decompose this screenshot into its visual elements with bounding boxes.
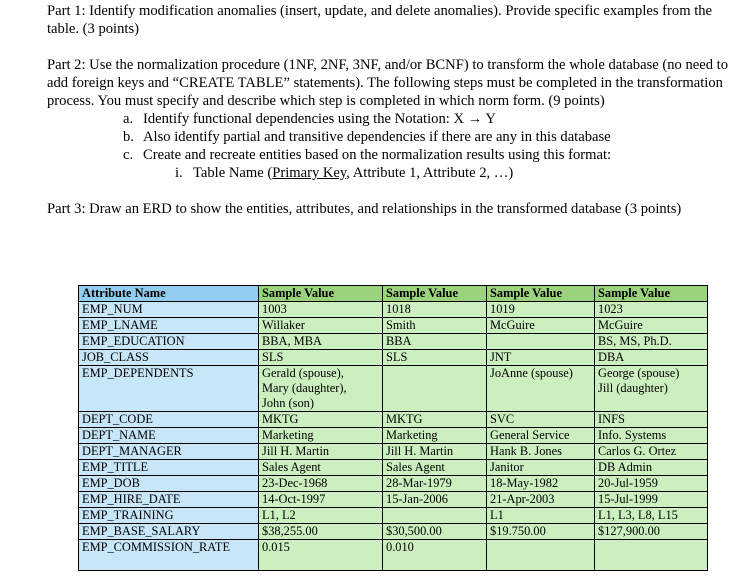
attribute-name-cell: EMP_TRAINING	[79, 508, 259, 524]
sample-value-cell: JNT	[487, 350, 595, 366]
sample-value-cell: 1018	[383, 302, 487, 318]
attribute-name-cell: EMP_DEPENDENTS	[79, 366, 259, 412]
part2-text: Part 2: Use the normalization procedure (1NF, 2NF, 3NF, and/or BCNF) to transform the whole database (no need to add foreign keys and “CREATE TABLE” statements). The following steps must be completed in the transformation process. You must specify and describe which step is completed in which norm form. (9 points)	[47, 57, 729, 109]
sample-value-cell: Carlos G. Ortez	[595, 444, 708, 460]
step-text: Create and recreate entities based on the normalization results using this format:	[143, 147, 612, 163]
sample-value-cell: Jill H. Martin	[259, 444, 383, 460]
header-attribute-name: Attribute Name	[79, 286, 259, 302]
sample-value-cell: INFS	[595, 412, 708, 428]
step-marker: b.	[123, 129, 134, 145]
step-b	[47, 128, 737, 146]
sample-value-cell: Willaker	[259, 318, 383, 334]
substep-marker: i.	[175, 165, 183, 181]
header-sample-value: Sample Value	[383, 286, 487, 302]
step-marker: a.	[123, 111, 134, 127]
part1-text: Part 1: Identify modification anomalies (insert, update, and delete anomalies). Provide specific examples from the table. (3 points)	[47, 3, 713, 37]
sample-value-cell	[487, 334, 595, 350]
sample-value-cell: SLS	[383, 350, 487, 366]
table-row	[79, 444, 708, 460]
table-header-row	[79, 286, 708, 302]
sample-value-cell: McGuire	[487, 318, 595, 334]
attribute-name-cell: EMP_EDUCATION	[79, 334, 259, 350]
sample-value-cell: $19.750.00	[487, 524, 595, 540]
sample-value-cell	[383, 508, 487, 524]
steps-list	[47, 110, 737, 164]
sample-value-cell: 0.015	[259, 540, 383, 571]
sample-value-cell: 23-Dec-1968	[259, 476, 383, 492]
sample-value-cell: Hank B. Jones	[487, 444, 595, 460]
sample-value-cell: DBA	[595, 350, 708, 366]
attribute-name-cell: DEPT_NAME	[79, 428, 259, 444]
table-row	[79, 366, 708, 412]
part3-text: Part 3: Draw an ERD to show the entities, attributes, and relationships in the transformed database (3 points)	[47, 201, 682, 217]
header-sample-value: Sample Value	[259, 286, 383, 302]
table-row	[79, 318, 708, 334]
table-row	[79, 524, 708, 540]
table-row	[79, 460, 708, 476]
primary-key-label: Primary Key	[272, 165, 347, 181]
substep-i	[47, 164, 737, 182]
attribute-name-cell: EMP_NUM	[79, 302, 259, 318]
sample-value-cell: BBA	[383, 334, 487, 350]
sample-value-cell: L1, L3, L8, L15	[595, 508, 708, 524]
attribute-name-cell: EMP_DOB	[79, 476, 259, 492]
sample-value-cell: JoAnne (spouse)	[487, 366, 595, 412]
table-row	[79, 412, 708, 428]
step-text: Identify functional dependencies using the Notation: X → Y	[143, 111, 496, 127]
step-text: Also identify partial and transitive dependencies if there are any in this database	[143, 129, 611, 145]
sample-value-cell	[595, 540, 708, 571]
header-sample-value: Sample Value	[595, 286, 708, 302]
table-row	[79, 540, 708, 571]
sample-value-cell: 1023	[595, 302, 708, 318]
table-row	[79, 492, 708, 508]
sample-value-cell: 15-Jan-2006	[383, 492, 487, 508]
table-row	[79, 302, 708, 318]
sample-value-cell: DB Admin	[595, 460, 708, 476]
header-sample-value: Sample Value	[487, 286, 595, 302]
sample-value-cell: 1019	[487, 302, 595, 318]
substep-prefix: Table Name (	[193, 165, 273, 181]
sample-value-cell: L1	[487, 508, 595, 524]
sample-value-cell: $30,500.00	[383, 524, 487, 540]
sample-value-cell: Info. Systems	[595, 428, 708, 444]
table-row	[79, 508, 708, 524]
sample-value-cell: 28-Mar-1979	[383, 476, 487, 492]
sample-value-cell: 1003	[259, 302, 383, 318]
step-a	[47, 110, 737, 128]
sample-value-cell: 18-May-1982	[487, 476, 595, 492]
attribute-table	[78, 285, 708, 571]
table-row	[79, 334, 708, 350]
sample-value-cell: Marketing	[383, 428, 487, 444]
sample-value-cell: MKTG	[383, 412, 487, 428]
step-c	[47, 146, 737, 164]
attribute-name-cell: DEPT_MANAGER	[79, 444, 259, 460]
sample-value-cell: Sales Agent	[383, 460, 487, 476]
sample-value-cell: $38,255.00	[259, 524, 383, 540]
substep-suffix: , Attribute 1, Attribute 2, …)	[346, 165, 514, 181]
sample-value-cell: BS, MS, Ph.D.	[595, 334, 708, 350]
sample-value-cell: Smith	[383, 318, 487, 334]
sample-value-cell: BBA, MBA	[259, 334, 383, 350]
table-row	[79, 350, 708, 366]
document-body	[47, 2, 737, 234]
sample-value-cell: Marketing	[259, 428, 383, 444]
sample-value-cell: SLS	[259, 350, 383, 366]
attribute-name-cell: EMP_COMMISSION_RATE	[79, 540, 259, 571]
sample-value-cell: Gerald (spouse), Mary (daughter), John (son)	[259, 366, 383, 412]
sample-value-cell	[383, 366, 487, 412]
attribute-name-cell: EMP_BASE_SALARY	[79, 524, 259, 540]
sample-value-cell: George (spouse) Jill (daughter)	[595, 366, 708, 412]
attribute-name-cell: JOB_CLASS	[79, 350, 259, 366]
sample-value-cell: 21-Apr-2003	[487, 492, 595, 508]
sample-value-cell: 14-Oct-1997	[259, 492, 383, 508]
attribute-name-cell: EMP_TITLE	[79, 460, 259, 476]
sample-value-cell: $127,900.00	[595, 524, 708, 540]
sample-value-cell: Sales Agent	[259, 460, 383, 476]
attribute-name-cell: EMP_HIRE_DATE	[79, 492, 259, 508]
sample-value-cell: 0.010	[383, 540, 487, 571]
sample-value-cell: 20-Jul-1959	[595, 476, 708, 492]
table-row	[79, 428, 708, 444]
sample-value-cell: MKTG	[259, 412, 383, 428]
sample-value-cell: SVC	[487, 412, 595, 428]
sample-value-cell	[487, 540, 595, 571]
sample-value-cell: McGuire	[595, 318, 708, 334]
sample-value-cell: L1, L2	[259, 508, 383, 524]
sample-value-cell: 15-Jul-1999	[595, 492, 708, 508]
attribute-name-cell: EMP_LNAME	[79, 318, 259, 334]
sample-value-cell: Jill H. Martin	[383, 444, 487, 460]
attribute-name-cell: DEPT_CODE	[79, 412, 259, 428]
step-marker: c.	[123, 147, 134, 163]
sample-value-cell: Janitor	[487, 460, 595, 476]
sample-value-cell: General Service	[487, 428, 595, 444]
table-row	[79, 476, 708, 492]
